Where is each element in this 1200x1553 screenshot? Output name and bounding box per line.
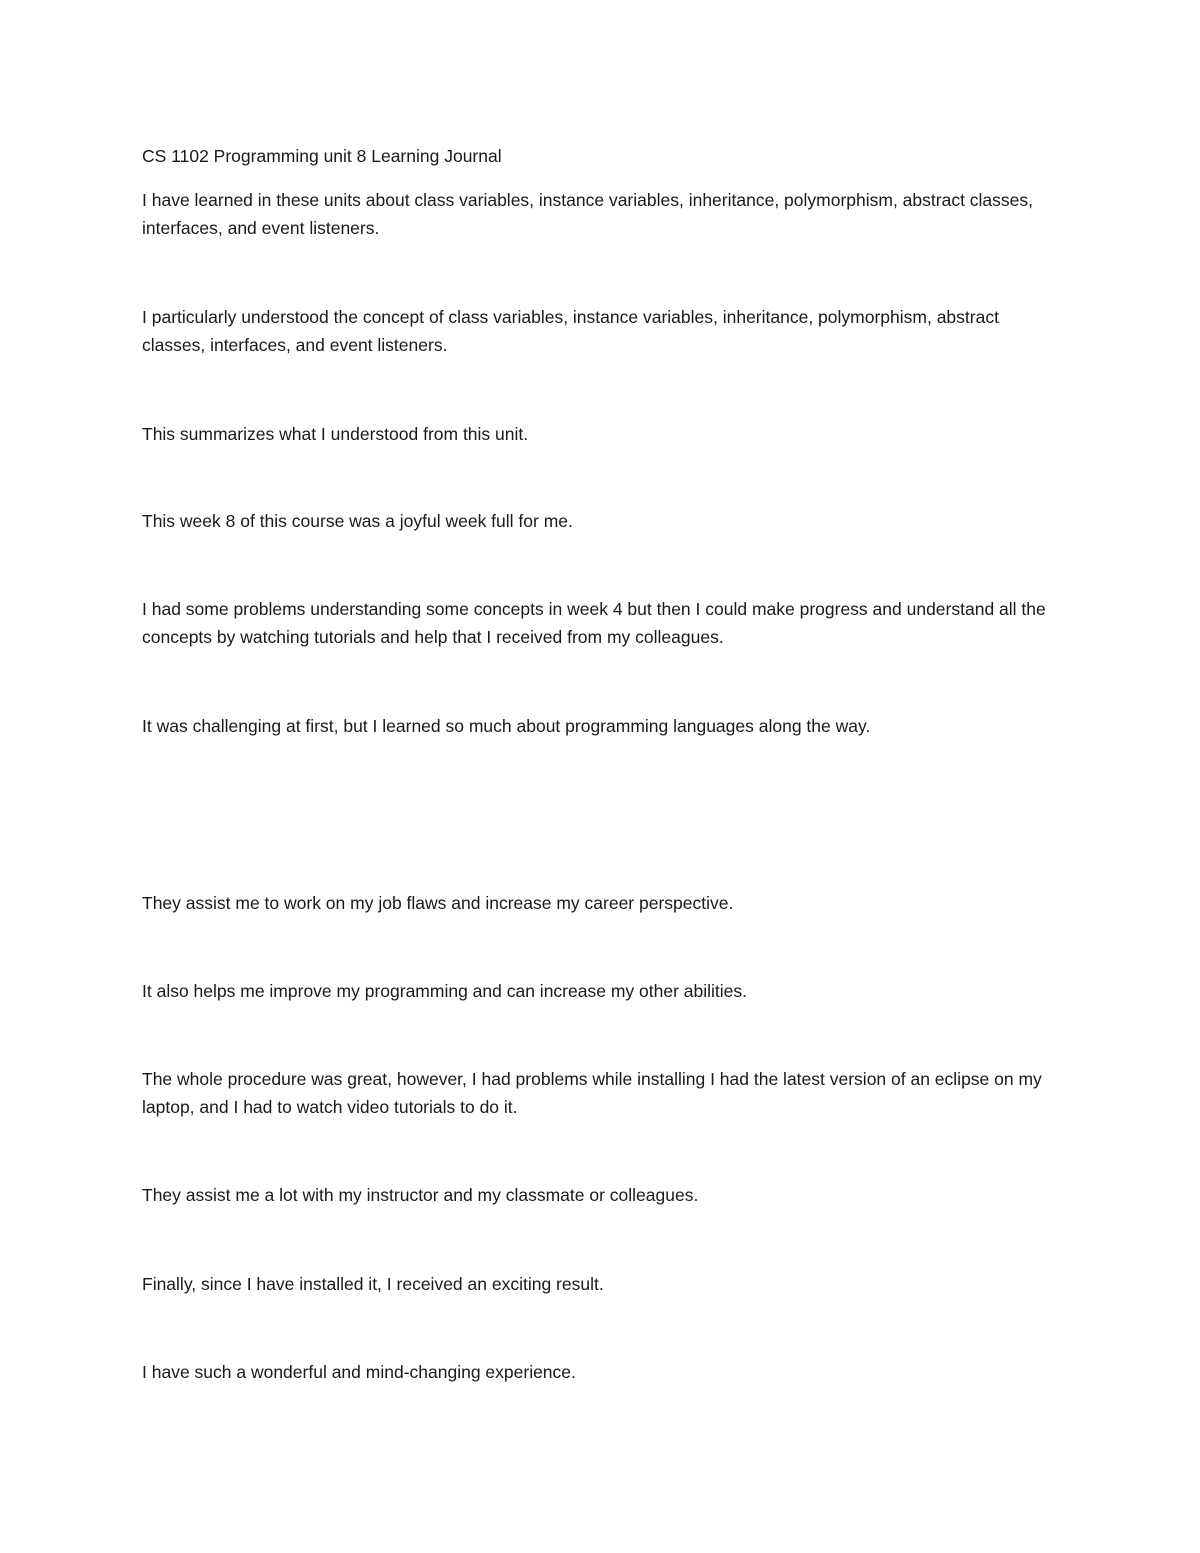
paragraph: This week 8 of this course was a joyful week full for me. xyxy=(142,511,573,531)
paragraph: I had some problems understanding some concepts in week 4 but then I could make progress and understand all the concepts by watching tutorials and help that I received from my colleagues. xyxy=(142,599,1046,647)
paragraph: This summarizes what I understood from this unit. xyxy=(142,424,529,444)
paragraph: The whole procedure was great, however, I had problems while installing I had the latest version of an eclipse on my laptop, and I had to watch video tutorials to do it. xyxy=(142,1069,1042,1117)
paragraph: It was challenging at first, but I learned so much about programming languages along the way. xyxy=(142,716,871,736)
paragraph: They assist me to work on my job flaws and increase my career perspective. xyxy=(142,893,734,913)
paragraph: They assist me a lot with my instructor and my classmate or colleagues. xyxy=(142,1185,699,1205)
paragraph: I have such a wonderful and mind-changing experience. xyxy=(142,1362,576,1382)
paragraph: I particularly understood the concept of class variables, instance variables, inheritance, polymorphism, abstract classes, interfaces, and event listeners. xyxy=(142,307,999,355)
paragraph: It also helps me improve my programming and can increase my other abilities. xyxy=(142,981,747,1001)
paragraph: I have learned in these units about class variables, instance variables, inheritance, polymorphism, abstract classes, interfaces, and event listeners. xyxy=(142,190,1034,238)
document-title: CS 1102 Programming unit 8 Learning Journal xyxy=(142,146,502,166)
paragraph: Finally, since I have installed it, I received an exciting result. xyxy=(142,1274,604,1294)
